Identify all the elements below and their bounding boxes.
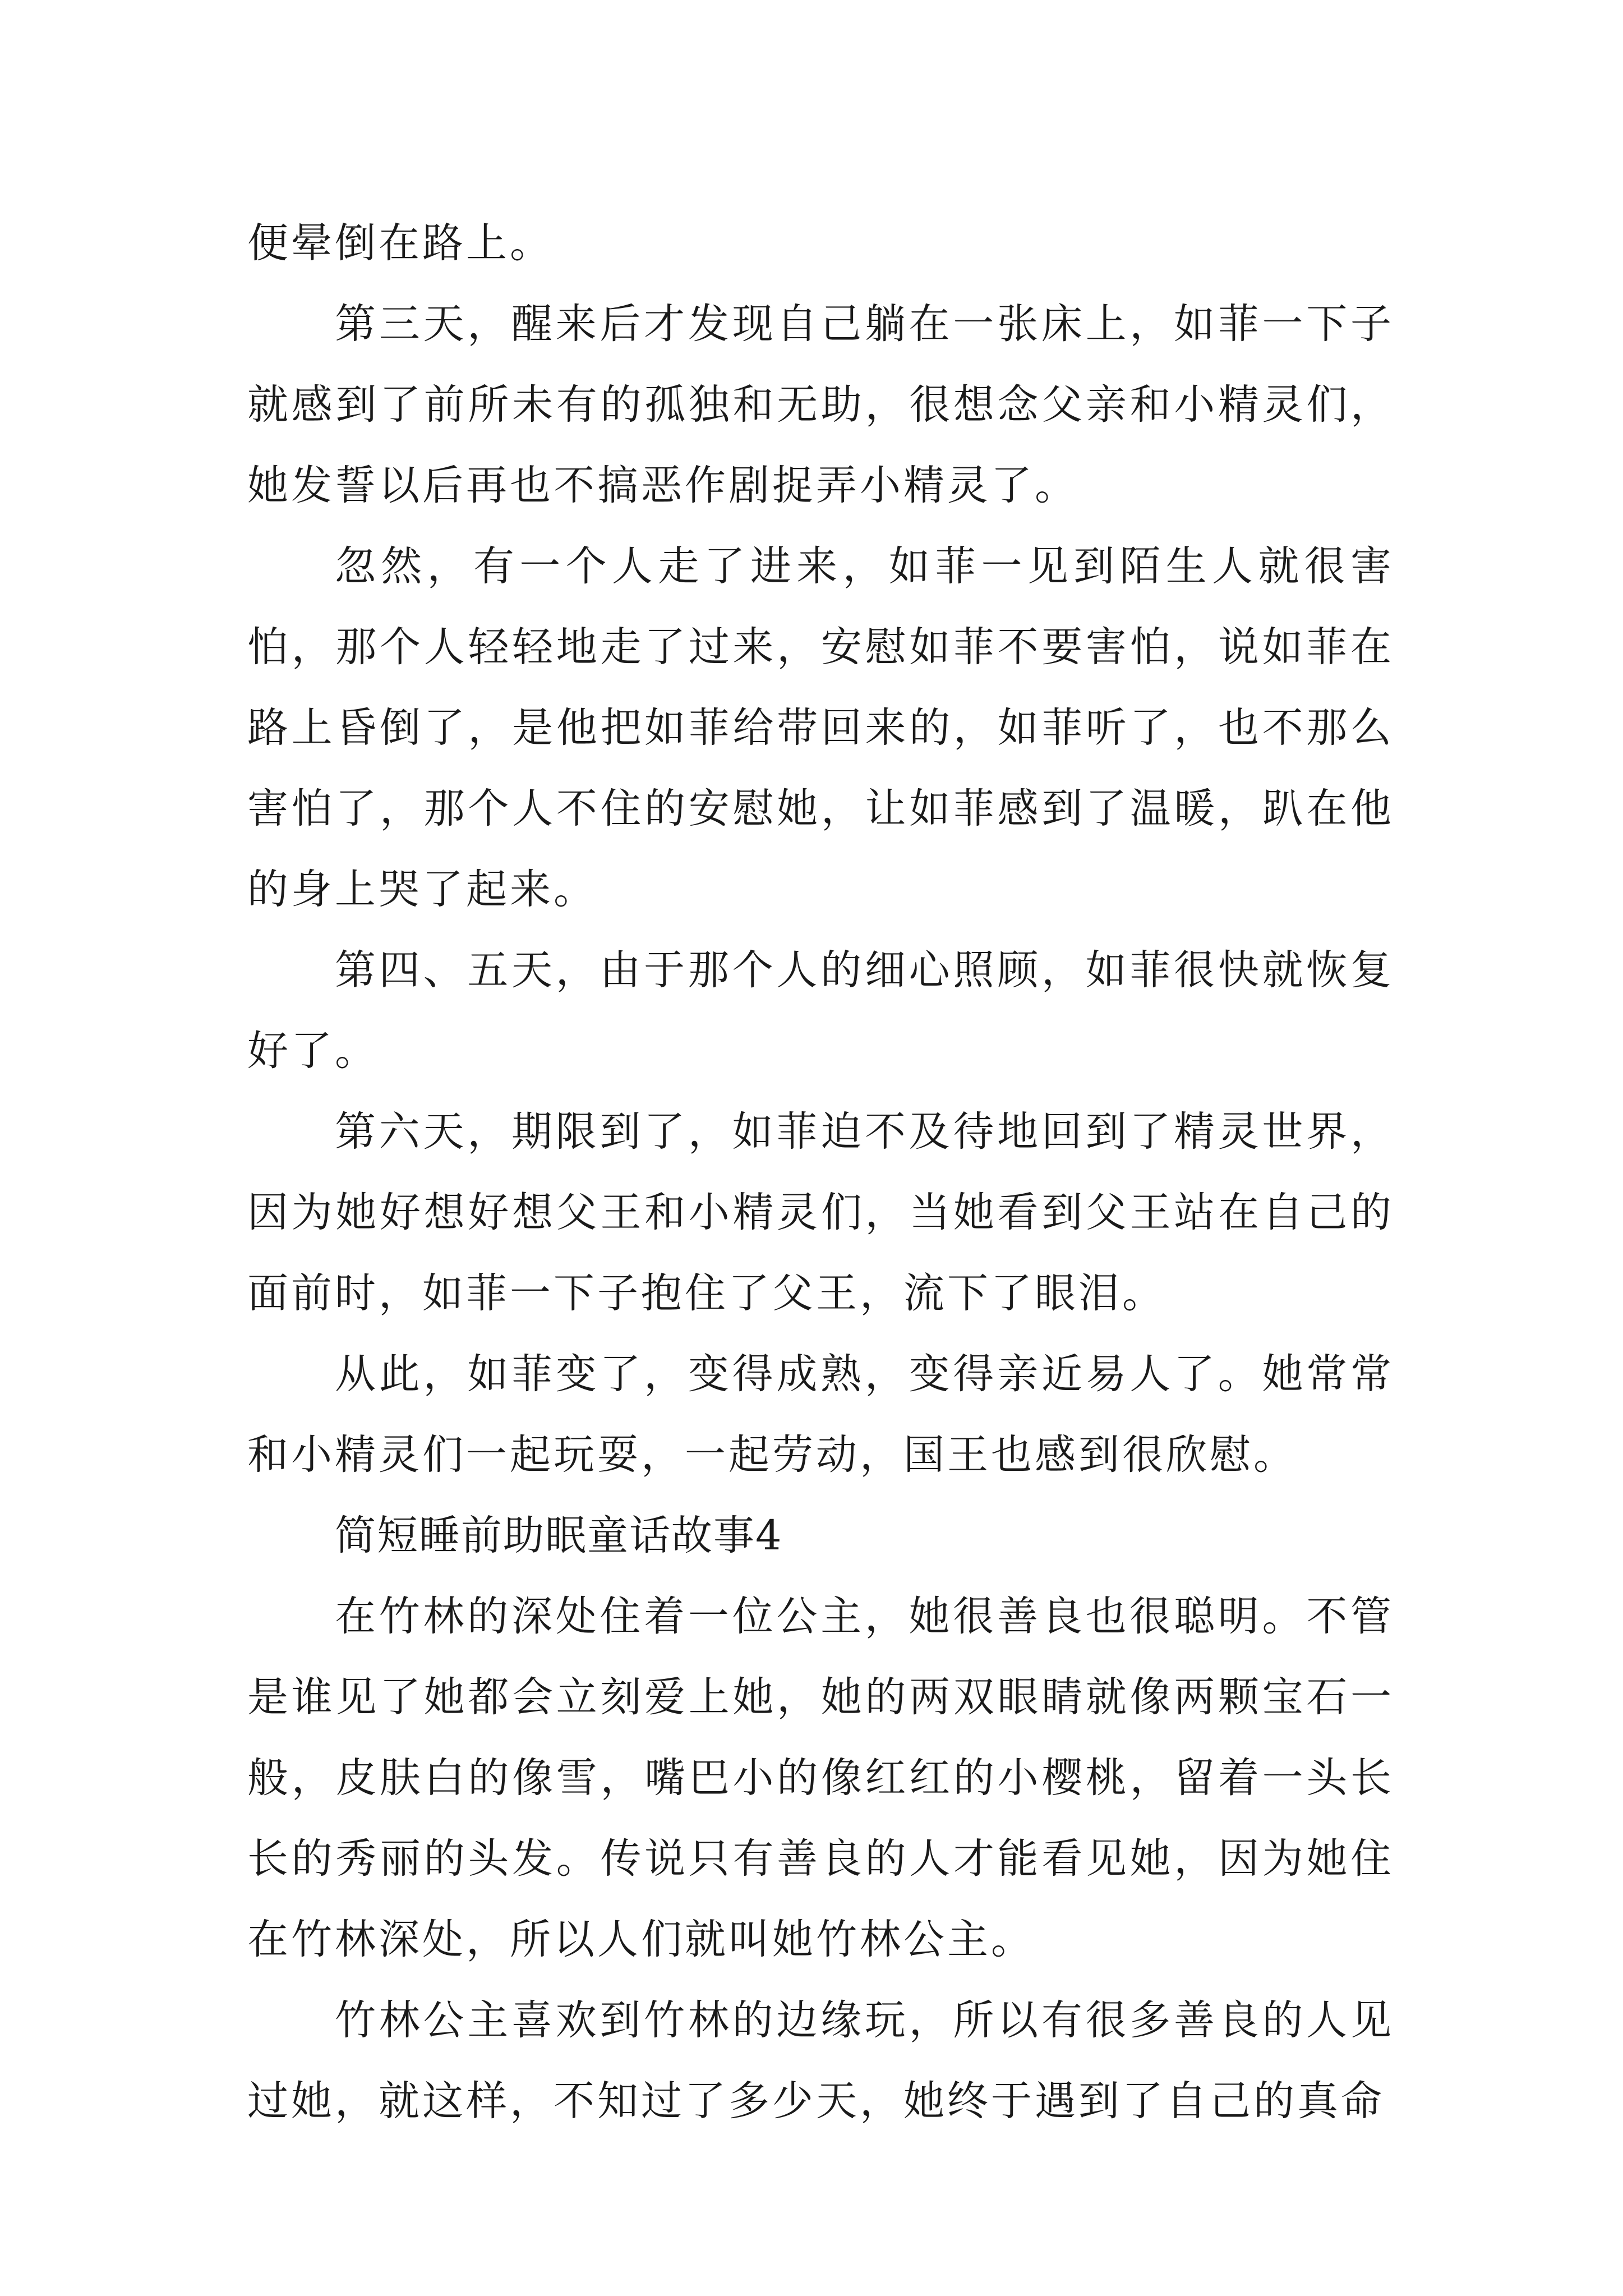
paragraph-1: 便晕倒在路上。 — [247, 219, 554, 267]
paragraph-8: 竹林公主喜欢到竹林的边缘玩，所以有很多善良的人见过她，就这样，不知过了多少天，她终于遇到了自己的真命 — [247, 1996, 1394, 2125]
document-body — [247, 203, 1394, 2142]
paragraph-7: 在竹林的深处住着一位公主，她很善良也很聪明。不管是谁见了她都会立刻爱上她，她的两双眼睛就像两颗宝石一般，皮肤白的像雪，嘴巴小的像红红的小樱桃，留着一头长长的秀丽的头发。传说只有善良的人才能看见她，因为她住在竹林深处，所以人们就叫她竹林公主。 — [247, 1593, 1394, 1963]
paragraph-5: 第六天，期限到了，如菲迫不及待地回到了精灵世界，因为她好想好想父王和小精灵们，当她看到父王站在自己的面前时，如菲一下子抱住了父王，流下了眼泪。 — [247, 1108, 1394, 1317]
section-heading: 简短睡前助眠童话故事4 — [335, 1512, 783, 1559]
paragraph-2: 第三天，醒来后才发现自己躺在一张床上，如菲一下子就感到了前所未有的孤独和无助，很想念父亲和小精灵们，她发誓以后再也不搞恶作剧捉弄小精灵了。 — [247, 300, 1394, 509]
paragraph-3: 忽然，有一个人走了进来，如菲一见到陌生人就很害怕，那个人轻轻地走了过来，安慰如菲不要害怕，说如菲在路上昏倒了，是他把如菲给带回来的，如菲听了，也不那么害怕了，那个人不住的安慰她，让如菲感到了温暖，趴在他的身上哭了起来。 — [247, 542, 1394, 913]
paragraph-4: 第四、五天，由于那个人的细心照顾，如菲很快就恢复好了。 — [247, 946, 1394, 1075]
paragraph-6: 从此，如菲变了，变得成熟，变得亲近易人了。她常常和小精灵们一起玩耍，一起劳动，国王也感到很欣慰。 — [247, 1350, 1394, 1479]
